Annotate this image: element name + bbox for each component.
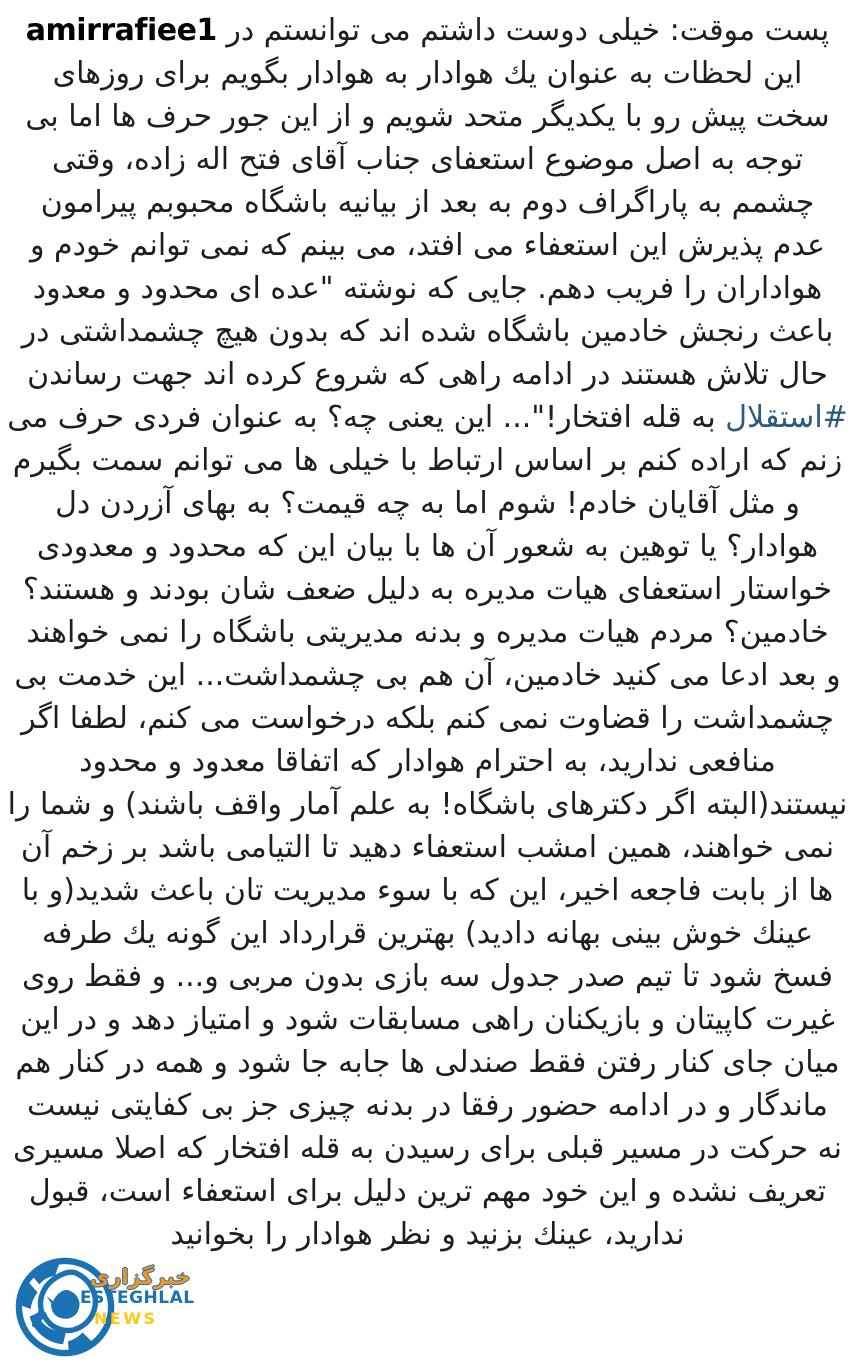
caption-line [0, 740, 855, 783]
caption-text: باعث رنجش خادمین باشگاه شده اند که بدون هیچ چشمداشتی در [21, 314, 834, 349]
logo-text [80, 1266, 250, 1328]
caption-line [0, 181, 855, 224]
caption-line [0, 697, 855, 740]
caption-text: سخت پیش رو با یکدیگر متحد شویم و از این جور حرف ها اما بی [25, 99, 830, 134]
caption-text: هواداران را فریب دهم. جایی که نوشته "عده ای محدود و معدود [32, 271, 823, 306]
caption-line [0, 1127, 855, 1170]
caption-text: عدم پذیرش این استعفاء می افتد، می بینم که نمی توانم خودم و [30, 228, 825, 263]
caption-line [0, 439, 855, 482]
caption-line [0, 998, 855, 1041]
caption-line [0, 95, 855, 138]
caption-text: زنم که اراده کنم بر اساس ارتباط با خیلی ها می توانم سمت بگیرم [12, 443, 843, 478]
caption-text: هوادار؟ یا توهین به شعور آن ها با بیان این که محدود و معدودی [36, 529, 819, 564]
caption-line [0, 611, 855, 654]
caption-text: چشمداشت را قضاوت نمی کنم بلکه درخواست می کنم، لطفا اگر [21, 701, 834, 736]
caption-text: خواستار استعفای هیات مدیره به دلیل ضعف شان بودند و هستند؟ [22, 572, 833, 607]
caption-line [0, 783, 855, 826]
caption-line [0, 654, 855, 697]
caption-line [0, 1084, 855, 1127]
caption-line [0, 1041, 855, 1084]
caption-text: به قله افتخار!"... این یعنی چه؟ به عنوان فردی حرف می [7, 400, 726, 435]
caption-line [0, 525, 855, 568]
caption-text: خادمین؟ مردم هیات مدیره و بدنه مدیریتی باشگاه را نمی خواهند [26, 615, 829, 650]
caption-line [0, 224, 855, 267]
caption-text: عینك خوش بینی بهانه دادید) بهترین قرارداد این گونه یك طرفه [41, 916, 814, 951]
caption-text: و مثل آقایان خادم! شوم اما به چه قیمت؟ به بهای آزردن دل [55, 486, 800, 521]
caption-text: ماندگار و در ادامه حضور رفقا در بدنه چیزی جز بی کفایتی نیست [27, 1088, 828, 1123]
caption-text: نمی خواهند، همین امشب استعفاء دهید تا التیامی باشد بر زخم آن [20, 830, 835, 865]
caption-text: غیرت کاپیتان و بازیکنان راهی مسابقات شود و امتیاز دهد و در این [20, 1002, 835, 1037]
caption-text: حال تلاش هستند در ادامه راهی که شروع کرده اند جهت رساندن [27, 357, 828, 392]
caption-text: پست موقت: خیلی دوست داشتم می توانستم در [216, 13, 830, 48]
caption-text: نیستند(البته اگر دکترهای باشگاه! به علم آمار واقف باشند) و شما را [7, 787, 848, 822]
hashtag-esteghlal-link[interactable]: #استقلال [725, 400, 848, 435]
caption-text: نه حرکت در مسیر قبلی برای رسیدن به قله افتخار که اصلا مسیری [13, 1131, 842, 1166]
caption-text: میان جای کنار رفتن فقط صندلی ها جابه جا شود و همه در کنار هم [15, 1045, 840, 1080]
caption-line [0, 9, 855, 52]
caption-text: این لحظات به عنوان یك هوادار به هوادار بگویم برای روزهای [52, 56, 803, 91]
caption-line [0, 869, 855, 912]
caption-text: ندارید، عینك بزنید و نظر هوادار را بخوانید [170, 1217, 685, 1252]
caption-line [0, 955, 855, 998]
logo-agency-label: خبرگزاری [90, 1265, 191, 1289]
caption-line [0, 310, 855, 353]
username-link[interactable]: amirrafiee1 [25, 13, 217, 48]
caption-line [0, 912, 855, 955]
caption-line [0, 52, 855, 95]
caption-text: ها از بابت فاجعه اخیر، این که با سوء مدیریت تان باعث شدید(و با [21, 873, 834, 908]
caption-line [0, 353, 855, 396]
post-caption [0, 9, 855, 1256]
caption-line [0, 138, 855, 181]
caption-line [0, 482, 855, 525]
caption-line [0, 1170, 855, 1213]
caption-text: تعریف نشده و این خود مهم ترین دلیل برای استعفاء است، قبول [28, 1174, 827, 1209]
caption-text: و بعد ادعا می کنید خادمین، آن هم بی چشمداشت... این خدمت بی [14, 658, 841, 693]
esteghlal-news-logo [0, 1248, 260, 1367]
logo-brand-label: ESTEGHLAL [80, 1288, 195, 1308]
logo-news-label: NEWS [94, 1309, 158, 1328]
caption-text: چشمم به پاراگراف دوم به بعد از بیانیه باشگاه محبوبم پیرامون [40, 185, 815, 220]
caption-line [0, 568, 855, 611]
caption-text: منافعی ندارید، به احترام هوادار که اتفاقا معدود و محدود [79, 744, 776, 779]
caption-line [0, 267, 855, 310]
caption-line [0, 1213, 855, 1256]
caption-line [0, 396, 855, 439]
caption-text: فسخ شود تا تیم صدر جدول سه بازی بدون مربی و... و فقط روی [22, 959, 833, 994]
caption-line [0, 826, 855, 869]
caption-text: توجه به اصل موضوع استعفای جناب آقای فتح اله زاده، وقتی [51, 142, 804, 177]
